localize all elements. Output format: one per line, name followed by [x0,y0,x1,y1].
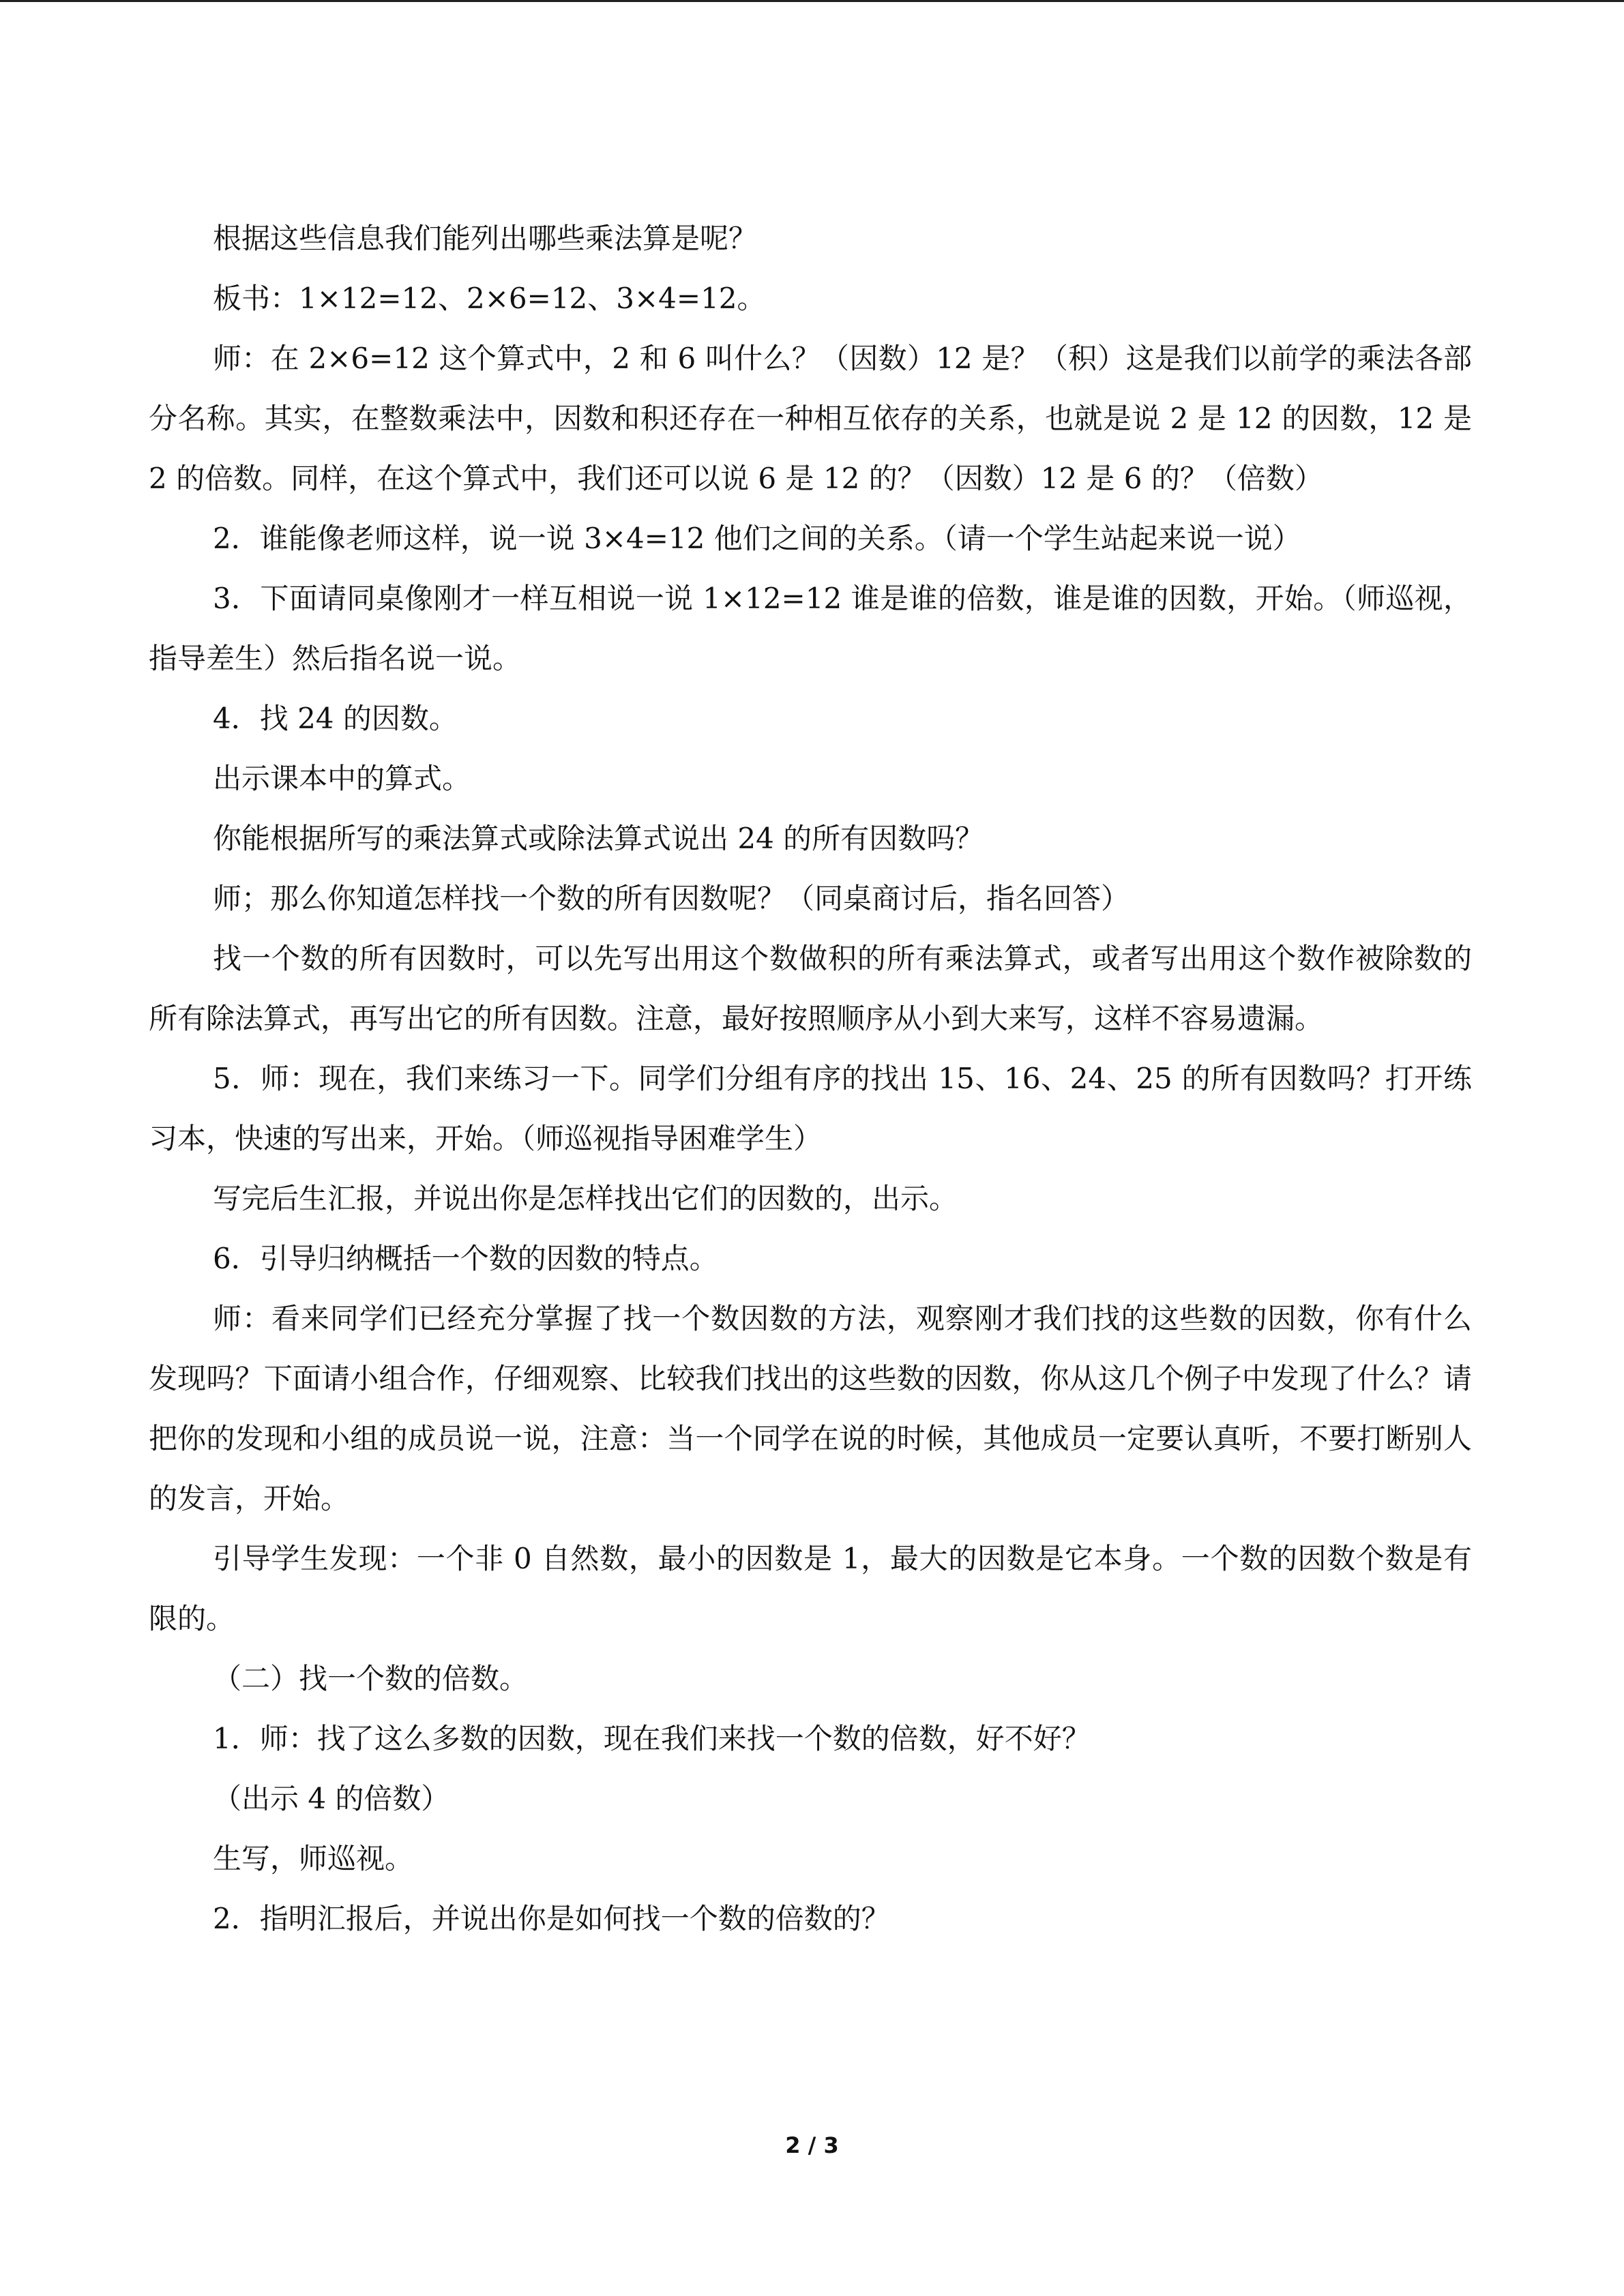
paragraph: 1．师：找了这么多数的因数，现在我们来找一个数的倍数，好不好？ [213,1722,1091,1755]
paragraph: 4．找 24 的因数。 [213,702,458,735]
paragraph: （二）找一个数的倍数。 [213,1662,529,1695]
paragraph: 师：在 2×6=12 这个算式中，2 和 6 叫什么？（因数）12 是？（积）这是我们以前学的乘法各部分名称。其实，在整数乘法中，因数和积还存在一种相互依存的关系，也就是说 2 是 12 的因数，12 是 2 的倍数。同样，在这个算式中，我们还可以说 6 是 12 的？（因数）12 是 6 的？（倍数） [149,342,1472,495]
paragraph: 6．引导归纳概括一个数的因数的特点。 [213,1242,718,1275]
paragraph: 2．指明汇报后，并说出你是如何找一个数的倍数的？ [213,1902,890,1935]
page-number: 2 / 3 [785,2132,839,2158]
paragraph: 出示课本中的算式。 [213,762,471,795]
paragraph: 找一个数的所有因数时，可以先写出用这个数做积的所有乘法算式，或者写出用这个数作被除数的所有除法算式，再写出它的所有因数。注意，最好按照顺序从小到大来写，这样不容易遗漏。 [149,942,1472,1035]
paragraph: 5．师：现在，我们来练习一下。同学们分组有序的找出 15、16、24、25 的所有因数吗？打开练习本，快速的写出来，开始。（师巡视指导困难学生） [149,1062,1472,1155]
paragraph: 板书：1×12=12、2×6=12、3×4=12。 [213,282,766,315]
paragraph: 2．谁能像老师这样，说一说 3×4=12 他们之间的关系。（请一个学生站起来说一说） [213,522,1301,555]
paragraph: 生写，师巡视。 [213,1842,414,1875]
paragraph: （出示 4 的倍数） [213,1782,450,1815]
paragraph: 你能根据所写的乘法算式或除法算式说出 24 的所有因数吗？ [213,822,984,855]
paragraph: 师；那么你知道怎样找一个数的所有因数呢？（同桌商讨后，指名回答） [213,882,1130,915]
paragraph: 根据这些信息我们能列出哪些乘法算是呢？ [213,222,758,255]
paragraph: 师：看来同学们已经充分掌握了找一个数因数的方法，观察刚才我们找的这些数的因数，你有什么发现吗？下面请小组合作，仔细观察、比较我们找出的这些数的因数，你从这几个例子中发现了什么？请把你的发现和小组的成员说一说，注意：当一个同学在说的时候，其他成员一定要认真听，不要打断别人的发言，开始。 [149,1302,1472,1515]
top-border [0,0,1624,2]
paragraph: 写完后生汇报，并说出你是怎样找出它们的因数的，出示。 [213,1182,958,1215]
paragraph: 引导学生发现：一个非 0 自然数，最小的因数是 1，最大的因数是它本身。一个数的因数个数是有限的。 [149,1542,1472,1635]
document-body [149,209,1472,1949]
paragraph: 3．下面请同桌像刚才一样互相说一说 1×12=12 谁是谁的倍数，谁是谁的因数，开始。（师巡视，指导差生）然后指名说一说。 [149,582,1472,675]
